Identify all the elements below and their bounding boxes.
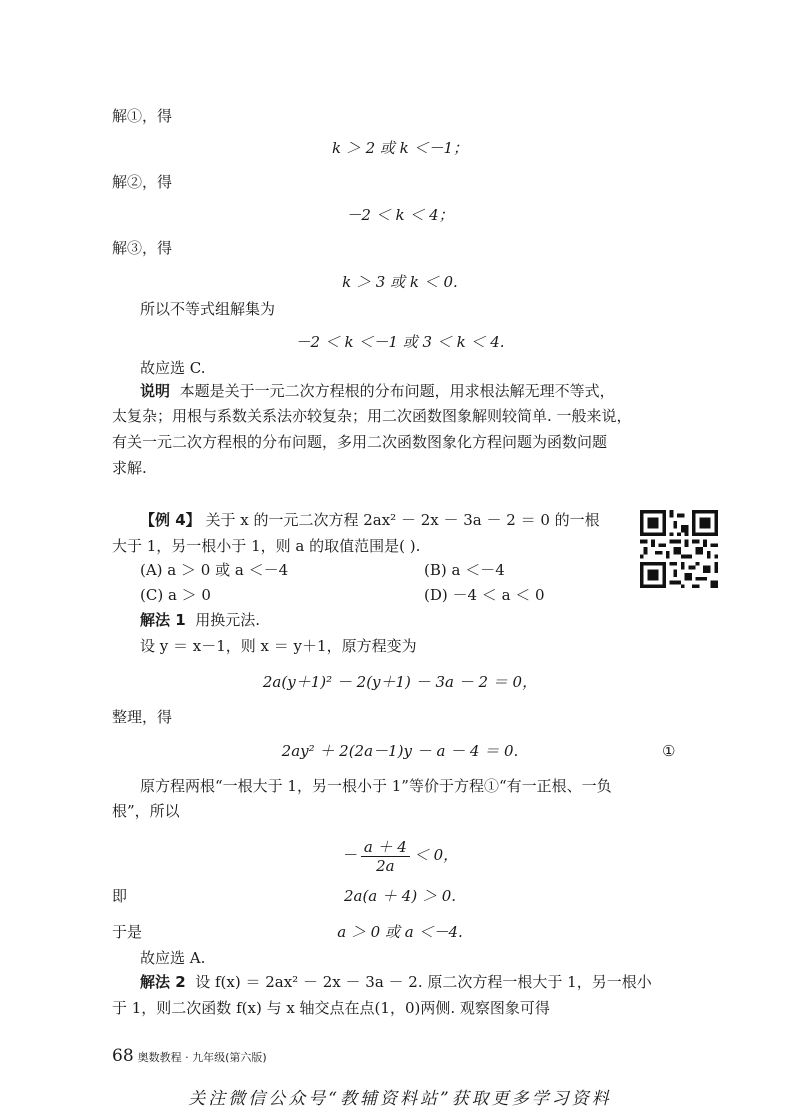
- example-text: 关于 x 的一元二次方程 2ax² － 2x － 3a － 2 ＝ 0 的一根: [205, 511, 600, 529]
- equation: a ＞ 0 或 a ＜－4.: [337, 923, 463, 941]
- equation: 2ay² ＋ 2(2a－1)y － a － 4 ＝ 0.: [281, 742, 519, 760]
- equation-tag: ①: [662, 742, 676, 760]
- equation: －2 ＜ k ＜－1 或 3 ＜ k ＜ 4.: [295, 333, 505, 351]
- note-label: 说明: [140, 382, 171, 400]
- qr-code-icon: [640, 510, 718, 588]
- choice-a: (A) a ＞ 0 或 a ＜－4: [140, 561, 289, 579]
- text-line: 于是: [112, 923, 143, 941]
- book-title: 奥数教程 · 九年级(第六版): [137, 1051, 267, 1064]
- text-line: 根”，所以: [112, 802, 180, 820]
- text-line: 即: [112, 887, 128, 905]
- promo-watermark: 关注微信公众号“教辅资料站”获取更多学习资料: [188, 1089, 612, 1109]
- text-line: 解③，得: [112, 239, 173, 257]
- equation: 2a(a ＋ 4) ＞ 0.: [343, 887, 457, 905]
- page-footer: [112, 1046, 267, 1068]
- solution-2-text: 设 f(x) ＝ 2ax² － 2x － 3a － 2. 原二次方程一根大于 1，另一根小: [195, 973, 652, 991]
- equation: －2 ＜ k ＜ 4；: [346, 206, 454, 224]
- note-line: [140, 381, 615, 401]
- fraction-prefix: －: [341, 846, 357, 864]
- choice-d: (D) －4 ＜ a ＜ 0: [424, 586, 545, 604]
- example-label: 【例 4】: [140, 511, 201, 529]
- text-line: 整理，得: [112, 708, 173, 726]
- text-line: 解①，得: [112, 107, 173, 125]
- choice-c: (C) a ＞ 0: [140, 586, 211, 604]
- text-line: 故应选 C.: [140, 359, 206, 377]
- text-line: 求解.: [112, 459, 147, 477]
- solution-line: [140, 972, 652, 992]
- equation: k ＞ 3 或 k ＜ 0.: [342, 273, 458, 291]
- fraction-numerator: a ＋ 4: [361, 838, 410, 857]
- text-line: 故应选 A.: [140, 949, 206, 967]
- page-number: 68: [112, 1046, 134, 1066]
- equation: k ＞ 2 或 k ＜－1；: [331, 139, 469, 157]
- fraction-denominator: 2a: [376, 856, 395, 875]
- example-line: [140, 510, 600, 530]
- text-line: 所以不等式组解集为: [140, 300, 276, 318]
- equation: 2a(y＋1)² － 2(y＋1) － 3a － 2 ＝ 0，: [262, 673, 538, 691]
- solution-line: [140, 610, 260, 630]
- text-line: 太复杂；用根与系数关系法亦较复杂；用二次函数图象解则较简单. 一般来说，: [112, 407, 632, 425]
- text-line: 有关一元二次方程根的分布问题，多用二次函数图象化方程问题为函数问题: [112, 433, 608, 451]
- solution-2-label: 解法 2: [140, 973, 186, 991]
- text-line: 大于 1，另一根小于 1，则 a 的取值范围是( ).: [112, 537, 421, 555]
- text-line: 原方程两根“一根大于 1，另一根小于 1”等价于方程①“有一正根、一负: [140, 777, 612, 795]
- note-text: 本题是关于一元二次方程根的分布问题，用求根法解无理不等式，: [179, 382, 615, 400]
- solution-1-text: 用换元法.: [195, 611, 260, 629]
- text-line: 设 y ＝ x－1，则 x ＝ y＋1，原方程变为: [140, 637, 417, 655]
- fraction: [361, 838, 410, 875]
- fraction-suffix: ＜ 0，: [413, 846, 459, 864]
- choice-b: (B) a ＜－4: [424, 561, 505, 579]
- text-line: 于 1，则二次函数 f(x) 与 x 轴交点在点(1，0)两侧. 观察图象可得: [112, 999, 550, 1017]
- text-line: 解②，得: [112, 173, 173, 191]
- solution-1-label: 解法 1: [140, 611, 186, 629]
- fraction-inequality: [0, 835, 800, 875]
